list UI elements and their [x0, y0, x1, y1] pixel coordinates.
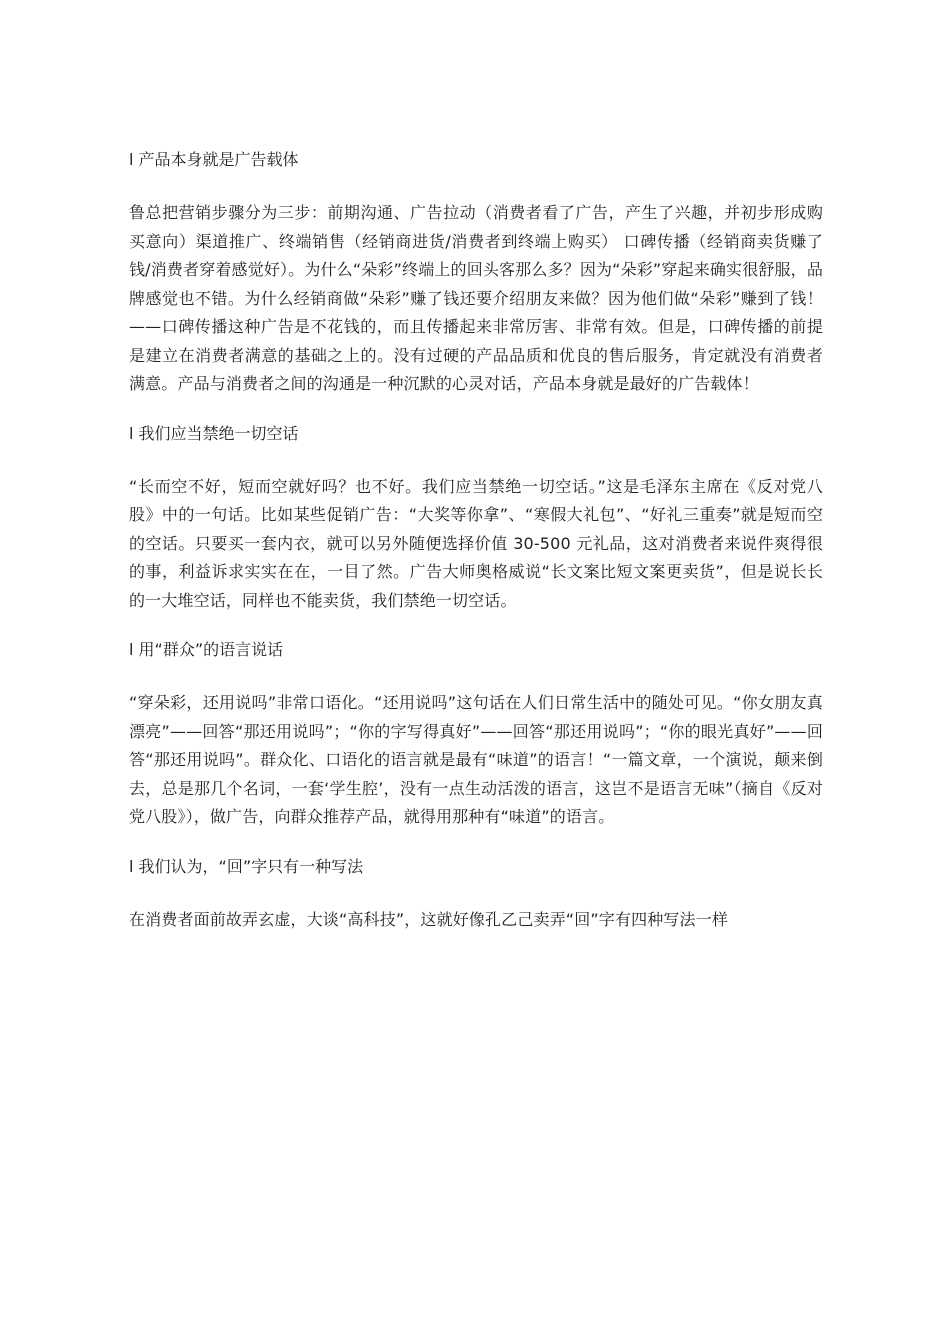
- section-heading: l 我们认为，“回”字只有一种写法: [129, 856, 364, 876]
- document-page: [129, 148, 823, 957]
- section-ban-empty-talk: [129, 422, 823, 616]
- section-speak-peoples-language: [129, 638, 823, 832]
- section-paragraph: 鲁总把营销步骤分为三步：前期沟通、广告拉动（消费者看了广告，产生了兴趣，并初步形成购买意向）渠道推广、终端销售（经销商进货/消费者到终端上购买） 口碑传播（经销商卖货赚了钱/消费者穿着感觉好）。为什么“朵彩”终端上的回头客那么多？因为“朵彩”穿起来确实很舒服，品牌感觉也不错。为什么经销商做“朵彩”赚了钱还要介绍朋友来做？因为他们做“朵彩”赚到了钱！——口碑传播这种广告是不花钱的，而且传播起来非常厉害、非常有效。但是，口碑传播的前提是建立在消费者满意的基础之上的。没有过硬的产品品质和优良的售后服务，肯定就没有消费者满意。产品与消费者之间的沟通是一种沉默的心灵对话，产品本身就是最好的广告载体！: [129, 203, 823, 393]
- section-heading: l 我们应当禁绝一切空话: [129, 423, 299, 443]
- section-paragraph: 在消费者面前故弄玄虚，大谈“高科技”，这就好像孔乙己卖弄“回”字有四种写法一样: [129, 909, 729, 929]
- section-paragraph: “穿朵彩，还用说吗”非常口语化。“还用说吗”这句话在人们日常生活中的随处可见。“你女朋友真漂亮”——回答“那还用说吗”；“你的字写得真好”——回答“那还用说吗”；“你的眼光真好”——回答“那还用说吗”。群众化、口语化的语言就是最有“味道”的语言！“一篇文章，一个演说，颠来倒去，总是那几个名词，一套‘学生腔’，没有一点生动活泼的语言，这岂不是语言无味”（摘自《反对党八股》），做广告，向群众推荐产品，就得用那种有“味道”的语言。: [129, 693, 823, 826]
- section-paragraph: “长而空不好，短而空就好吗？也不好。我们应当禁绝一切空话。”这是毛泽东主席在《反对党八股》中的一句话。比如某些促销广告：“大奖等你拿”、“寒假大礼包”、“好礼三重奏”就是短而空的空话。只要买一套内衣，就可以另外随便选择价值 30-500 元礼品，这对消费者来说件爽得很的事，利益诉求实实在在，一目了然。广告大师奥格威说“长文案比短文案更卖货”，但是说长长的一大堆空话，同样也不能卖货，我们禁绝一切空话。: [129, 476, 823, 610]
- section-product-as-ad-carrier: [129, 148, 823, 399]
- section-one-way-to-write: [129, 855, 823, 935]
- section-heading: l 产品本身就是广告载体: [129, 150, 299, 169]
- section-heading: l 用“群众”的语言说话: [129, 640, 284, 659]
